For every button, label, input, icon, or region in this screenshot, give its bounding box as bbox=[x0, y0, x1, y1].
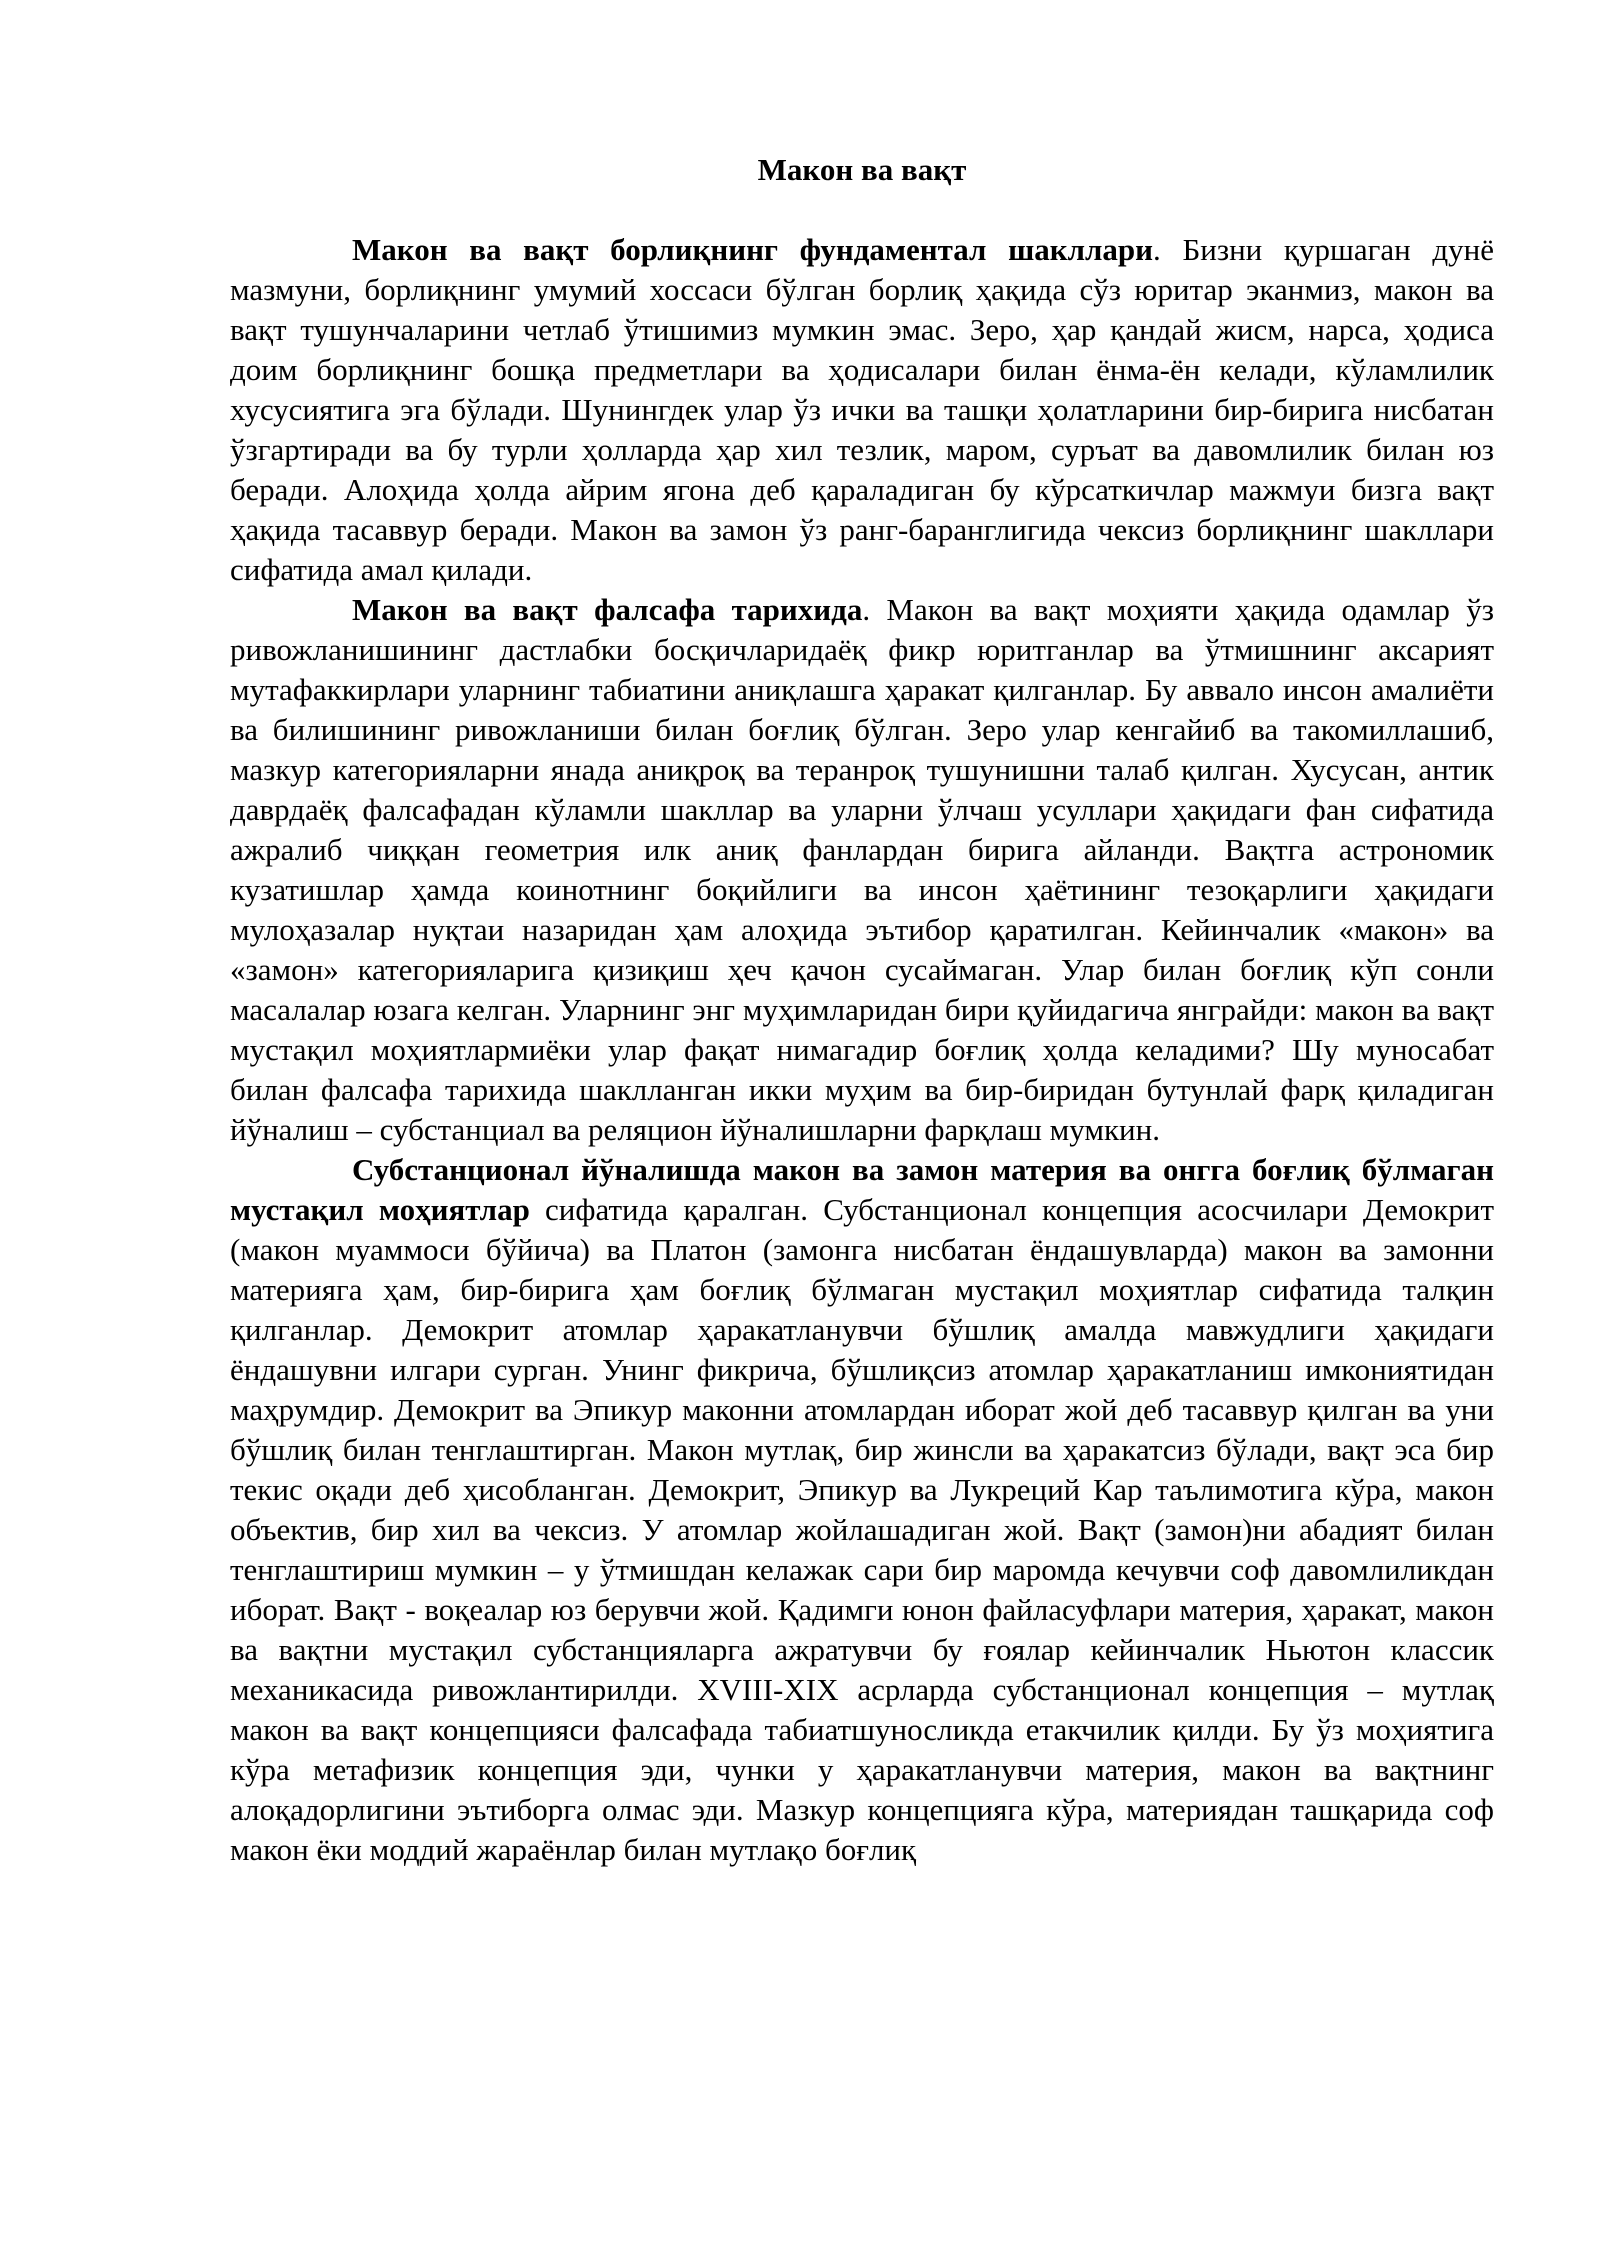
paragraph-3-text: сифатида қаралган. Субстанционал концепция асосчилари Демокрит (макон муаммоси бўйича) ва Платон (замонга нисбатан ёндашувларда) макон ва замонни материяга ҳам, бир-бирига ҳам боғлиқ бўлмаган мустақил моҳиятлар сифатида талқин қилганлар. Демокрит атомлар ҳаракатланувчи бўшлиқ амалда мавжудлиги ҳақидаги ёндашувни илгари сурган. Унинг фикрича, бўшлиқсиз атомлар ҳаракатланиш имкониятидан маҳрумдир. Демокрит ва Эпикур маконни атомлардан иборат жой деб тасаввур қилган ва уни бўшлиқ билан тенглаштирган. Макон мутлақ, бир жинсли ва ҳаракатсиз бўлади, вақт эса бир текис оқади деб ҳисобланган. Демокрит, Эпикур ва Лукреций Кар таълимотига кўра, макон объектив, бир хил ва чексиз. У атомлар жойлашадиган жой. Вақт (замон)ни абадият билан тенглаштириш мумкин – у ўтмишдан келажак сари бир маромда кечувчи соф давомлиликдан иборат. Вақт - воқеалар юз берувчи жой. Қадимги юнон файласуфлари материя, ҳаракат, макон ва вақтни мустақил субстанцияларга ажратувчи бу ғоялар кейинчалик Ньютон классик механикасида ривожлантирилди. XVIII-XIX асрларда субстанционал концепция – мутлақ макон ва вақт концепцияси фалсафада табиатшуносликда етакчилик қилди. Бу ўз моҳиятига кўра метафизик концепция эди, чунки у ҳаракатланувчи материя, макон ва вақтнинг алоқадорлигини эътиборга олмас эди. Мазкур концепцияга кўра, материядан ташқарида соф макон ёки моддий жараёнлар билан мутлақо боғлиқ bbox=[230, 1192, 1494, 1867]
paragraph-1-text: . Бизни қуршаган дунё мазмуни, борлиқнинг умумий хоссаси бўлган борлиқ ҳақида сўз юритар эканмиз, макон ва вақт тушунчаларини четлаб ўтишимиз мумкин эмас. Зеро, ҳар қандай жисм, нарса, ҳодиса доим борлиқнинг бошқа предметлари ва ҳодисалари билан ёнма-ён келади, кўламлилик хусусиятига эга бўлади. Шунингдек улар ўз ички ва ташқи ҳолатларини бир-бирига нисбатан ўзгартиради ва бу турли ҳолларда ҳар хил тезлик, маром, суръат ва давомлилик билан юз беради. Алоҳида ҳолда айрим ягона деб қараладиган бу кўрсаткичлар мажмуи бизга вақт ҳақида тасаввур беради. Макон ва замон ўз ранг-баранглигида чексиз борлиқнинг шакллари сифатида амал қилади. bbox=[230, 232, 1494, 587]
paragraph-3-heading: Субстанционал йўналишда макон ва замон материя ва онгга боғлиқ бўлмаган мустақил моҳиятлар bbox=[230, 1152, 1494, 1227]
paragraph-2-text: . Макон ва вақт моҳияти ҳақида одамлар ўз ривожланишининг дастлабки босқичларидаёқ фикр юритганлар ва ўтмишнинг аксарият мутафаккирлари уларнинг табиатини аниқлашга ҳаракат қилганлар. Бу аввало инсон амалиёти ва билишининг ривожланиши билан боғлиқ бўлган. Зеро улар кенгайиб ва такомиллашиб, мазкур категорияларни янада аниқроқ ва теранроқ тушунишни талаб қилган. Хусусан, антик даврдаёқ фалсафадан кўламли шакллар ва уларни ўлчаш усуллари ҳақидаги фан сифатида ажралиб чиққан геометрия илк аниқ фанлардан бирига айланди. Вақтга астрономик кузатишлар ҳамда коинотнинг боқийлиги ва инсон ҳаётининг тезоқарлиги ҳақидаги мулоҳазалар нуқтаи назаридан ҳам алоҳида эътибор қаратилган. Кейинчалик «макон» ва «замон» категорияларига қизиқиш ҳеч қачон сусаймаган. Улар билан боғлиқ кўп сонли масалалар юзага келган. Уларнинг энг муҳимларидан бири қуйидагича янграйди: макон ва вақт мустақил моҳиятлармиёки улар фақат нимагадир боғлиқ ҳолда келадими? Шу муносабат билан фалсафа тарихида шаклланган икки муҳим ва бир-биридан бутунлай фарқ қиладиган йўналиш – субстанциал ва реляцион йўналишларни фарқлаш мумкин. bbox=[230, 592, 1494, 1147]
paragraph-1 bbox=[230, 230, 1494, 590]
document-title: Макон ва вақт bbox=[757, 152, 967, 187]
document-body bbox=[230, 150, 1494, 1870]
paragraph-2 bbox=[230, 590, 1494, 1150]
paragraph-1-heading: Макон ва вақт борлиқнинг фундаментал шакллари bbox=[352, 232, 1154, 267]
paragraph-3 bbox=[230, 1150, 1494, 1870]
paragraph-2-heading: Макон ва вақт фалсафа тарихида bbox=[352, 592, 863, 627]
